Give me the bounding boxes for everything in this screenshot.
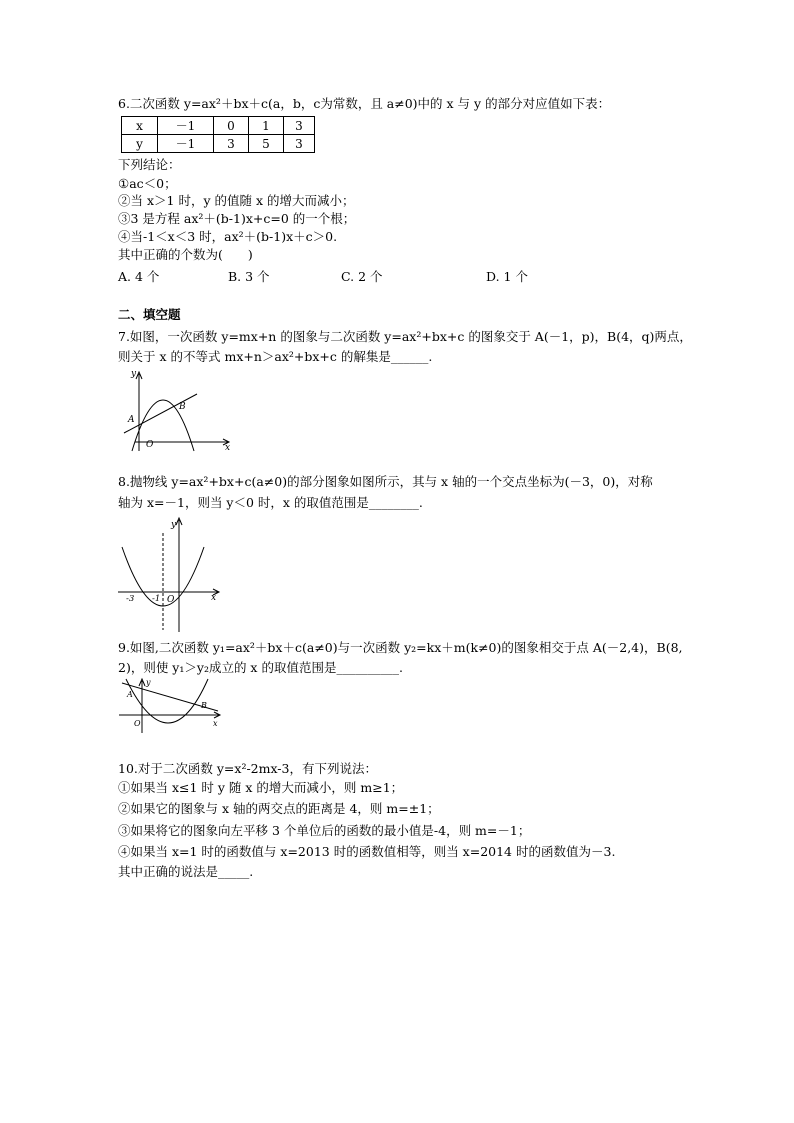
q9-figure	[115, 675, 225, 737]
q8-tick-neg3: -3	[126, 594, 135, 604]
q10-statement-1: ①如果当 x≤1 时 y 随 x 的增大而减小，则 m≥1；	[118, 780, 404, 795]
q9-y-label: y	[146, 678, 151, 687]
q6-statement-2: ②当 x＞1 时，y 的值随 x 的增大而减小；	[118, 193, 355, 208]
q6-statement-4: ④当-1＜x＜3 时，ax²＋(b-1)x＋c＞0.	[118, 229, 338, 244]
q6-statement-3: ③3 是方程 ax²＋(b-1)x+c=0 的一个根；	[118, 211, 356, 226]
q6-option-b: B. 3 个	[228, 269, 270, 284]
table-cell: x	[122, 117, 158, 135]
table-cell: 0	[214, 117, 249, 135]
table-row-y	[122, 135, 315, 153]
q7-figure	[115, 367, 235, 452]
q9-line-1: 9.如图,二次函数 y₁=ax²＋bx＋c(a≠0)与一次函数 y₂=kx＋m(k≠0)的图象相交于点 A(－2,4)，B(8,	[118, 640, 683, 655]
q7-point-a-label: A	[128, 415, 135, 425]
q6-stem: 6.二次函数 y=ax²＋bx＋c(a，b，c为常数，且 a≠0)中的 x 与 y 的部分对应值如下表：	[118, 96, 611, 111]
table-cell: 1	[249, 117, 284, 135]
table-row-x	[122, 117, 315, 135]
q9-line-2: 2)，则使 y₁＞y₂成立的 x 的取值范围是__________.	[118, 660, 403, 675]
q8-line-1: 8.抛物线 y=ax²+bx+c(a≠0)的部分图象如图所示，其与 x 轴的一个交点坐标为(－3，0)，对称	[118, 474, 653, 489]
q10-stem: 10.对于二次函数 y=x²-2mx-3，有下列说法：	[118, 761, 377, 776]
q6-option-d: D. 1 个	[486, 269, 528, 284]
table-cell: 3	[284, 135, 315, 153]
table-cell: －1	[158, 117, 214, 135]
q7-x-label: x	[225, 443, 231, 453]
q9-origin-label: O	[134, 719, 141, 728]
q7-origin-label: O	[146, 440, 154, 450]
table-cell: 5	[249, 135, 284, 153]
q6-value-table	[121, 116, 315, 153]
q10-statement-2: ②如果它的图象与 x 轴的两交点的距离是 4，则 m=±1；	[118, 801, 440, 816]
q7-line-1: 7.如图，一次函数 y=mx+n 的图象与二次函数 y=ax²+bx+c 的图象交于 A(－1，p)，B(4，q)两点，	[118, 329, 692, 344]
q6-question: 其中正确的个数为( )	[118, 247, 253, 262]
q8-figure	[115, 515, 225, 635]
q10-statement-3: ③如果将它的图象向左平移 3 个单位后的函数的最小值是-4，则 m=－1；	[118, 823, 531, 838]
q8-x-label: x	[211, 593, 217, 603]
q10-statement-4: ④如果当 x=1 时的函数值与 x=2013 时的函数值相等，则当 x=2014 时的函数值为－3.	[118, 844, 616, 859]
q8-y-label: y	[171, 520, 177, 530]
q7-point-b-label: B	[179, 402, 186, 412]
q8-tick-neg1: -1	[152, 594, 161, 604]
table-cell: 3	[214, 135, 249, 153]
q9-parabola	[126, 679, 208, 723]
table-cell: －1	[158, 135, 214, 153]
q6-option-c: C. 2 个	[341, 269, 383, 284]
q9-x-label: x	[213, 719, 218, 728]
q7-line-2: 则关于 x 的不等式 mx+n＞ax²+bx+c 的解集是______.	[118, 349, 433, 364]
q7-y-label: y	[131, 369, 137, 379]
table-cell: y	[122, 135, 158, 153]
q6-lead: 下列结论：	[118, 157, 181, 172]
q9-point-a-label: A	[127, 690, 133, 699]
q6-statement-1: ①ac＜0；	[118, 176, 177, 191]
q6-option-a: A. 4 个	[118, 269, 160, 284]
q8-line-2: 轴为 x=－1，则当 y＜0 时，x 的取值范围是________.	[118, 495, 423, 510]
q10-question: 其中正确的说法是_____.	[118, 864, 254, 879]
section-title: 二、填空题	[118, 307, 181, 322]
q9-point-b-label: B	[201, 701, 207, 710]
table-cell: 3	[284, 117, 315, 135]
q8-origin-label: O	[167, 595, 175, 605]
